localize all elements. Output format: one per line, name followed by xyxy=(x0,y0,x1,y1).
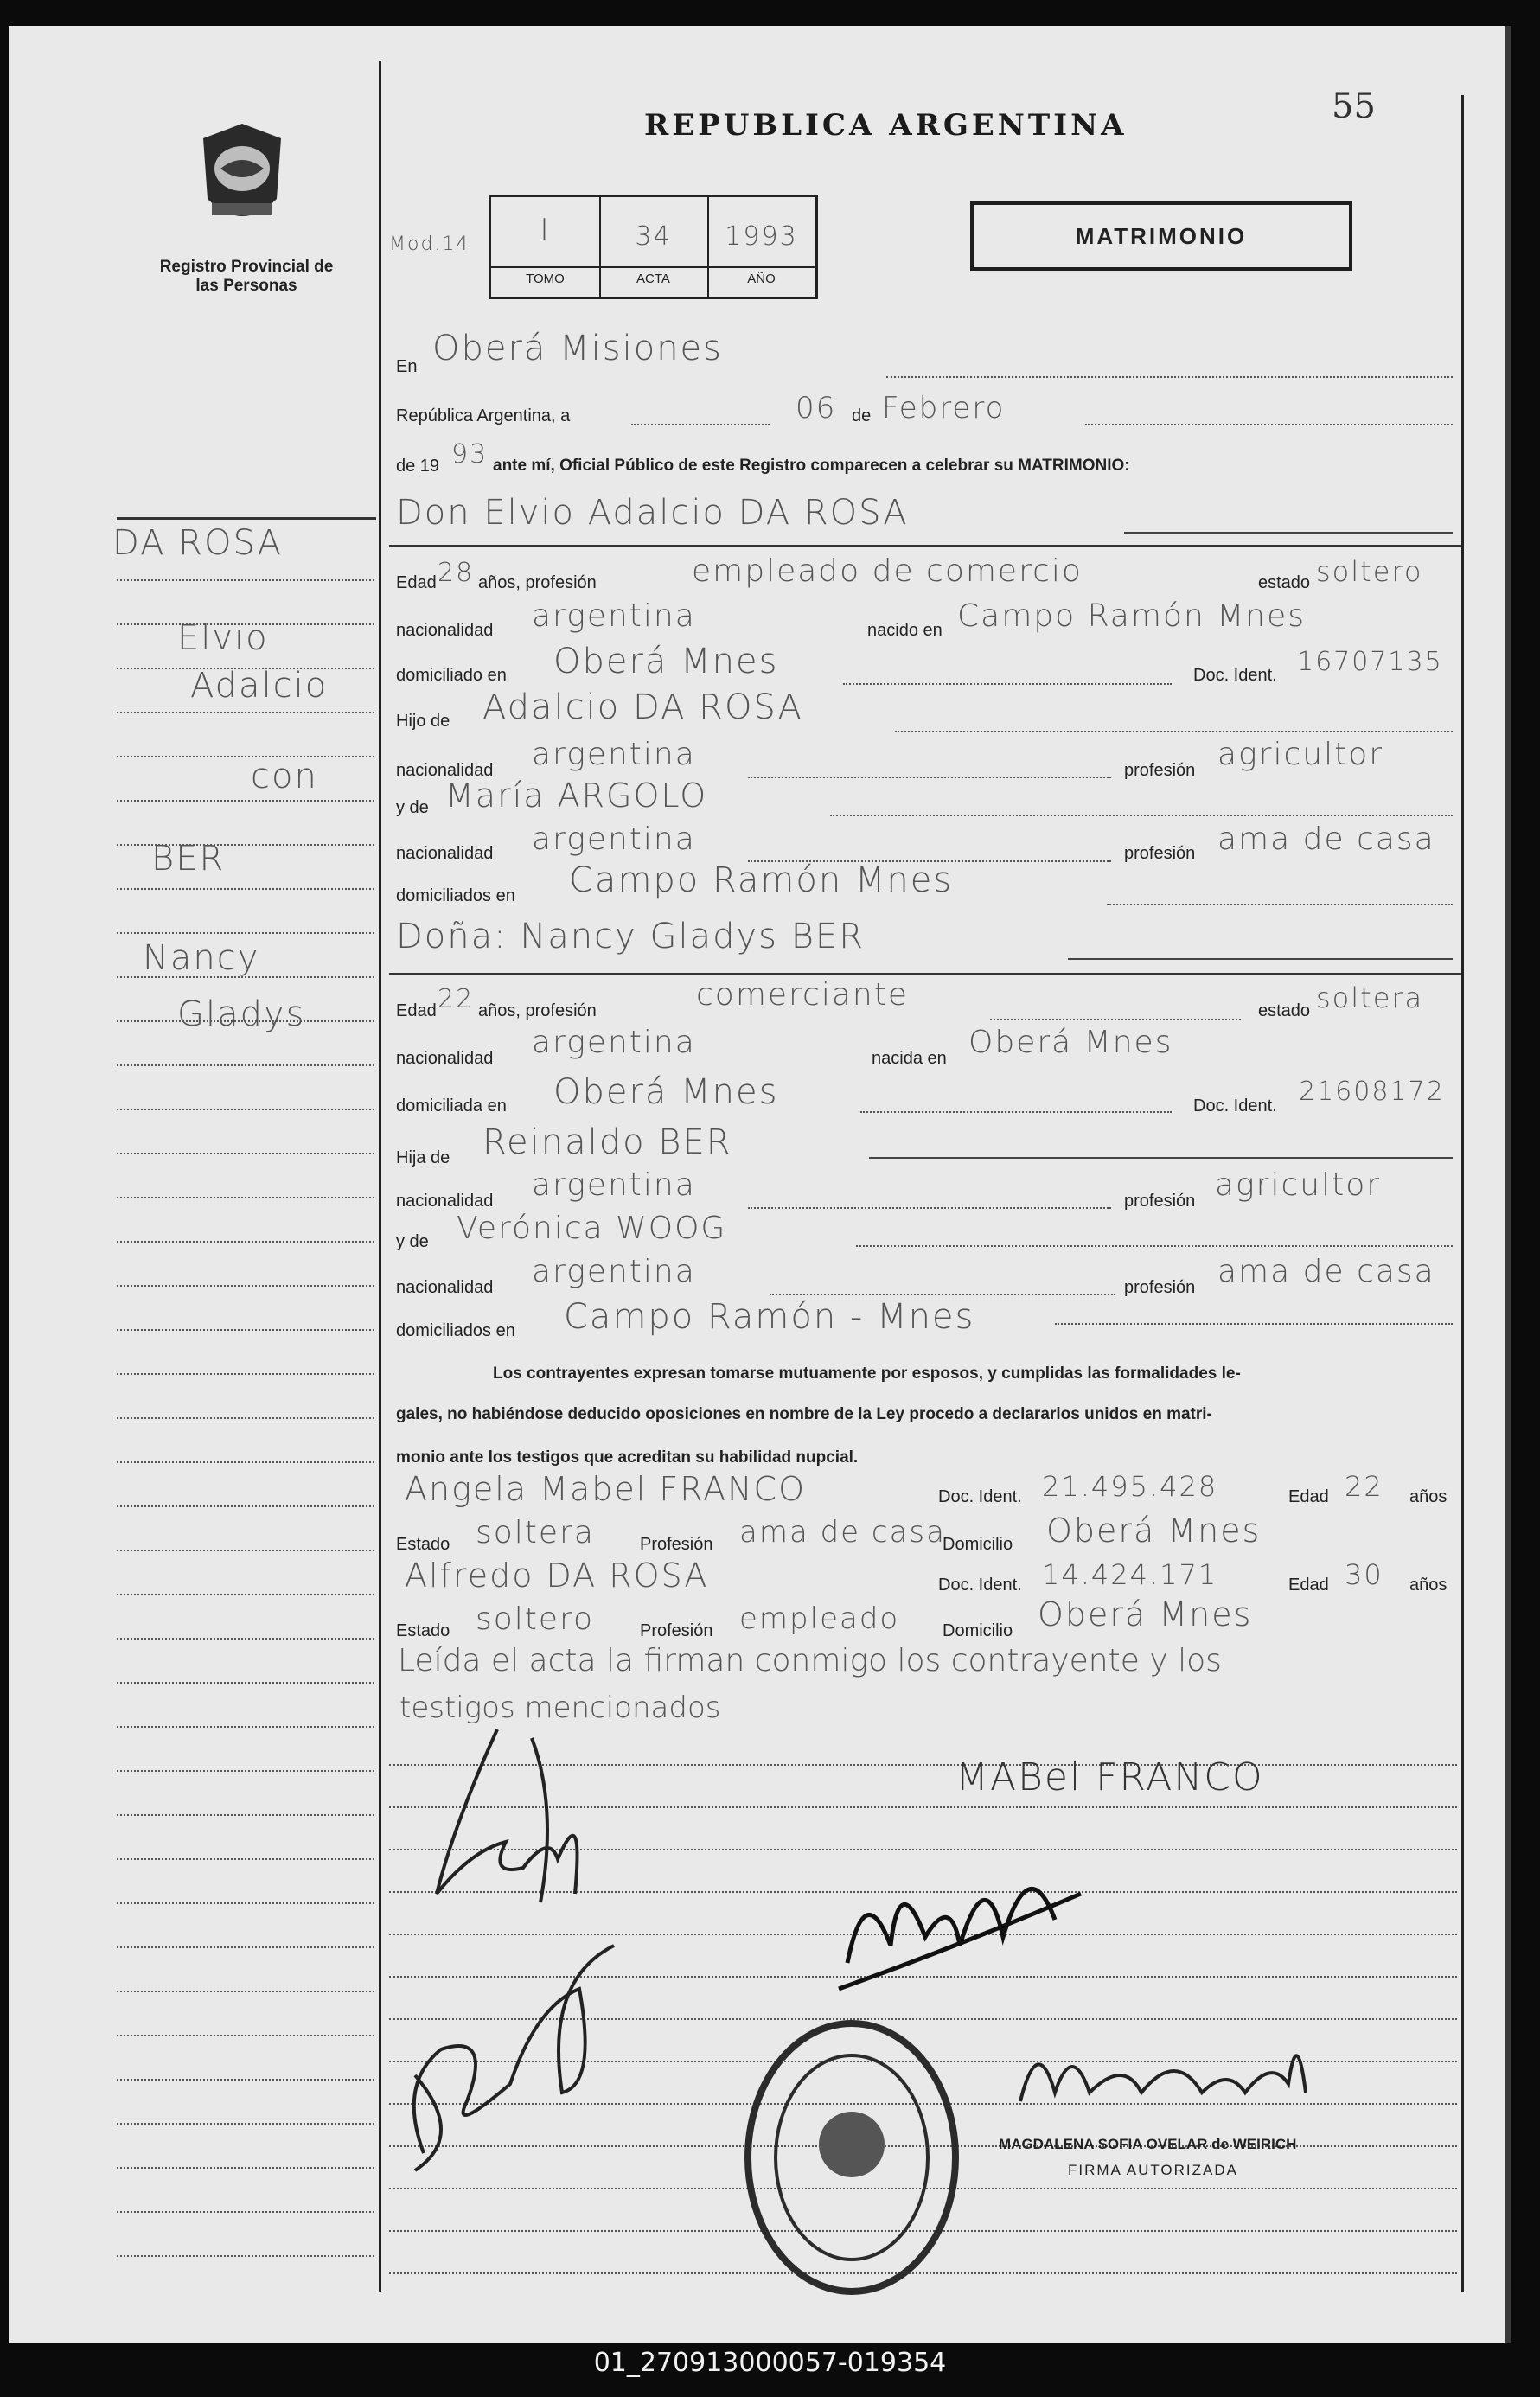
acta-value: 34 xyxy=(635,221,672,252)
declaration-line-2: gales, no habiéndose deducido oposiciones en nombre de la Ley procedo a declararlos unidos en matri- xyxy=(396,1405,1212,1423)
witness2-profession: empleado xyxy=(739,1601,900,1636)
margin-rule xyxy=(117,756,374,757)
witness1-age: 22 xyxy=(1345,1470,1383,1503)
witness2-name: Alfredo DA ROSA xyxy=(405,1556,709,1595)
intro-statement: ante mí, Oficial Público de este Registro comparecen a celebrar su MATRIMONIO: xyxy=(493,457,1130,475)
margin-rule xyxy=(117,1638,374,1640)
bride-father-profession: agricultor xyxy=(1215,1167,1382,1203)
margin-rule xyxy=(117,1858,374,1860)
groom-mother: María ARGOLO xyxy=(445,777,708,815)
groom-birthplace: Campo Ramón Mnes xyxy=(957,598,1307,634)
declaration-line-1: Los contrayentes expresan tomarse mutuamente por esposos, y cumplidas las formalidades le- xyxy=(493,1365,1241,1383)
margin-rule xyxy=(117,976,374,978)
officer-title: FIRMA AUTORIZADA xyxy=(1068,2162,1238,2178)
witness1-estado-label: Estado xyxy=(396,1535,450,1554)
witness1-anos-label: años xyxy=(1409,1487,1447,1506)
anio-label: AÑO xyxy=(747,272,776,286)
margin-rule xyxy=(117,932,374,934)
groom-edad-label: Edad xyxy=(396,573,437,592)
bride-domicile: Oberá Mnes xyxy=(553,1072,779,1112)
margin-rule xyxy=(117,1594,374,1595)
witness2-edad-label: Edad xyxy=(1288,1576,1329,1595)
margin-rule xyxy=(117,2211,374,2213)
bride-born-label: nacida en xyxy=(872,1049,947,1068)
record-id-box xyxy=(489,195,818,299)
groom-doc: 16707135 xyxy=(1297,647,1443,677)
margin-rule xyxy=(117,1946,374,1948)
margin-rule xyxy=(117,1902,374,1904)
witness1-profession: ama de casa xyxy=(739,1515,946,1550)
year-suffix: 93 xyxy=(451,439,489,470)
margin-rule xyxy=(117,1991,374,1992)
bride-civil-status: soltera xyxy=(1316,981,1424,1014)
bride-doc-label: Doc. Ident. xyxy=(1193,1096,1277,1115)
witness2-civil-status: soltero xyxy=(476,1601,595,1637)
bride-father-nationality: argentina xyxy=(532,1167,696,1203)
groom-mother-nationality: argentina xyxy=(532,821,696,857)
bride-father: Reinaldo BER xyxy=(482,1122,732,1162)
bride-estado-label: estado xyxy=(1258,1001,1311,1020)
bride-parents-dom-label: domiciliados en xyxy=(396,1321,515,1340)
de-label: de xyxy=(852,406,872,425)
bride-mother-profession: ama de casa xyxy=(1217,1254,1435,1289)
margin-rule xyxy=(117,668,374,669)
groom-y-de-label: y de xyxy=(396,798,429,817)
margin-rule xyxy=(117,712,374,713)
margin-bride-surname: BER xyxy=(151,839,226,879)
groom-father-prof-label: profesión xyxy=(1124,761,1196,780)
bride-mother-nationality: argentina xyxy=(532,1254,696,1289)
bride-parents-domicile: Campo Ramón - Mnes xyxy=(564,1297,975,1337)
margin-rule xyxy=(117,800,374,802)
witness1-doc: 21.495.428 xyxy=(1042,1470,1218,1503)
groom-father-nat-label: nacionalidad xyxy=(396,761,494,780)
right-border xyxy=(1461,95,1464,2292)
marriage-place: Oberá Misiones xyxy=(432,329,724,368)
margin-rule xyxy=(117,2167,374,2169)
witness1-civil-status: soltera xyxy=(476,1515,595,1550)
groom-mother-profession: ama de casa xyxy=(1217,821,1435,857)
witness2-anos-label: años xyxy=(1409,1576,1447,1595)
witness1-edad-label: Edad xyxy=(1288,1487,1329,1506)
bride-dom-label: domiciliada en xyxy=(396,1096,507,1115)
groom-civil-status: soltero xyxy=(1316,555,1423,588)
bride-doc: 21608172 xyxy=(1299,1077,1445,1107)
closing-line-1: Leída el acta la firman conmigo los contrayente y los xyxy=(398,1643,1222,1678)
republica-label: República Argentina, a xyxy=(396,406,571,425)
margin-rule xyxy=(117,1197,374,1198)
bride-mother: Verónica WOOG xyxy=(457,1211,727,1246)
bride-signature xyxy=(389,1911,666,2179)
image-id-footer: 01_270913000057-019354 xyxy=(593,2348,947,2378)
model-number: Mod.14 xyxy=(389,233,470,255)
groom-nac-label: nacionalidad xyxy=(396,621,494,640)
groom-father-profession: agricultor xyxy=(1217,737,1384,772)
record-type-box: MATRIMONIO xyxy=(970,201,1352,271)
groom-profession: empleado de comercio xyxy=(692,553,1083,589)
margin-rule xyxy=(117,623,374,625)
bride-mother-nat-label: nacionalidad xyxy=(396,1278,494,1297)
margin-rule xyxy=(117,2079,374,2081)
margin-rule xyxy=(117,1417,374,1419)
closing-line-2: testigos mencionados xyxy=(399,1691,721,1725)
groom-full-name: Don Elvio Adalcio DA ROSA xyxy=(396,493,909,533)
year-prefix: de 19 xyxy=(396,457,440,476)
tomo-label: TOMO xyxy=(526,272,565,286)
margin-rule xyxy=(117,1814,374,1816)
witness1-doc-label: Doc. Ident. xyxy=(938,1487,1022,1506)
witness2-prof-label: Profesión xyxy=(640,1621,713,1640)
margin-rule xyxy=(117,1329,374,1331)
witness2-domicile: Oberá Mnes xyxy=(1038,1595,1253,1633)
margin-rule xyxy=(117,1153,374,1154)
margin-rule xyxy=(117,1241,374,1243)
official-seal xyxy=(739,2015,964,2300)
margin-bride-given-2: Gladys xyxy=(177,994,306,1034)
witness1-name: Angela Mabel FRANCO xyxy=(405,1470,806,1508)
groom-anos-profesion-label: años, profesión xyxy=(478,573,597,592)
witness1-dom-label: Domicilio xyxy=(943,1535,1013,1554)
witness2-estado-label: Estado xyxy=(396,1621,450,1640)
bride-edad-label: Edad xyxy=(396,1001,437,1020)
groom-parents-domicile: Campo Ramón Mnes xyxy=(569,860,954,900)
margin-rule xyxy=(117,888,374,890)
bride-mother-prof-label: profesión xyxy=(1124,1278,1196,1297)
acta-label: ACTA xyxy=(636,272,670,286)
officer-signature xyxy=(1003,2006,1332,2136)
bride-anos-profesion-label: años, profesión xyxy=(478,1001,597,1020)
declaration-line-3: monio ante los testigos que acreditan su habilidad nupcial. xyxy=(396,1448,859,1467)
bride-birthplace: Oberá Mnes xyxy=(968,1025,1173,1060)
bride-father-prof-label: profesión xyxy=(1124,1192,1196,1211)
margin-groom-surname: DA ROSA xyxy=(112,523,283,563)
header-country: REPUBLICA ARGENTINA xyxy=(644,108,1128,143)
bride-profession: comerciante xyxy=(696,977,909,1013)
margin-rule xyxy=(117,2035,374,2036)
margin-rule xyxy=(117,2123,374,2125)
groom-doc-label: Doc. Ident. xyxy=(1193,666,1277,685)
margin-rule xyxy=(117,1461,374,1463)
marriage-month: Febrero xyxy=(882,391,1006,425)
margin-rule xyxy=(117,1550,374,1551)
bride-full-name: Doña: Nancy Gladys BER xyxy=(396,917,865,956)
margin-rule xyxy=(117,1285,374,1287)
bride-father-nat-label: nacionalidad xyxy=(396,1192,494,1211)
bride-nac-label: nacionalidad xyxy=(396,1049,494,1068)
register-page xyxy=(9,26,1511,2343)
witness1-prof-label: Profesión xyxy=(640,1535,713,1554)
coat-of-arms-logo xyxy=(186,117,298,238)
groom-hijo-label: Hijo de xyxy=(396,712,450,731)
margin-divider xyxy=(379,61,381,2292)
witness2-dom-label: Domicilio xyxy=(943,1621,1013,1640)
margin-connector: con xyxy=(251,757,318,796)
witness-scribble-signature xyxy=(830,1842,1090,1997)
groom-born-label: nacido en xyxy=(867,621,943,640)
witness-printed-signature: MABel FRANCO xyxy=(955,1755,1264,1799)
margin-rule xyxy=(117,1770,374,1772)
witness1-domicile: Oberá Mnes xyxy=(1046,1512,1262,1550)
margin-rule xyxy=(117,1064,374,1066)
witness2-doc-label: Doc. Ident. xyxy=(938,1576,1022,1595)
margin-rule xyxy=(117,1373,374,1375)
margin-bride-given-1: Nancy xyxy=(143,938,260,978)
witness2-doc: 14.424.171 xyxy=(1042,1558,1218,1591)
registry-name: Registro Provincial de las Personas xyxy=(159,258,334,295)
margin-rule xyxy=(117,1020,374,1022)
groom-dom-label: domiciliado en xyxy=(396,666,507,685)
margin-rule xyxy=(117,844,374,846)
margin-rule xyxy=(117,1109,374,1110)
officer-name: MAGDALENA SOFIA OVELAR de WEIRICH xyxy=(999,2136,1297,2152)
anio-value: 1993 xyxy=(725,221,798,252)
margin-groom-given-1: Elvio xyxy=(177,618,269,658)
groom-father: Adalcio DA ROSA xyxy=(482,687,803,727)
margin-rule xyxy=(117,1726,374,1728)
margin-rule xyxy=(117,2255,374,2257)
tomo-value: I xyxy=(540,213,551,247)
en-label: En xyxy=(396,357,418,376)
bride-hija-label: Hija de xyxy=(396,1148,450,1167)
groom-age: 28 xyxy=(438,558,475,588)
margin-groom-given-2: Adalcio xyxy=(190,666,329,706)
margin-rule xyxy=(117,1682,374,1684)
groom-father-nationality: argentina xyxy=(532,737,696,772)
groom-signature xyxy=(402,1721,661,1920)
bride-nationality: argentina xyxy=(532,1025,696,1060)
bride-age: 22 xyxy=(438,984,475,1014)
groom-domicile: Oberá Mnes xyxy=(553,642,779,681)
groom-estado-label: estado xyxy=(1258,573,1311,592)
groom-parents-dom-label: domiciliados en xyxy=(396,886,515,905)
bride-y-de-label: y de xyxy=(396,1232,429,1251)
witness2-age: 30 xyxy=(1345,1558,1383,1591)
groom-nationality: argentina xyxy=(532,598,696,634)
page-number: 55 xyxy=(1332,86,1376,126)
groom-mother-nat-label: nacionalidad xyxy=(396,844,494,863)
groom-mother-prof-label: profesión xyxy=(1124,844,1196,863)
margin-rule xyxy=(117,579,374,581)
marriage-day: 06 xyxy=(796,391,837,425)
margin-rule xyxy=(117,1505,374,1507)
